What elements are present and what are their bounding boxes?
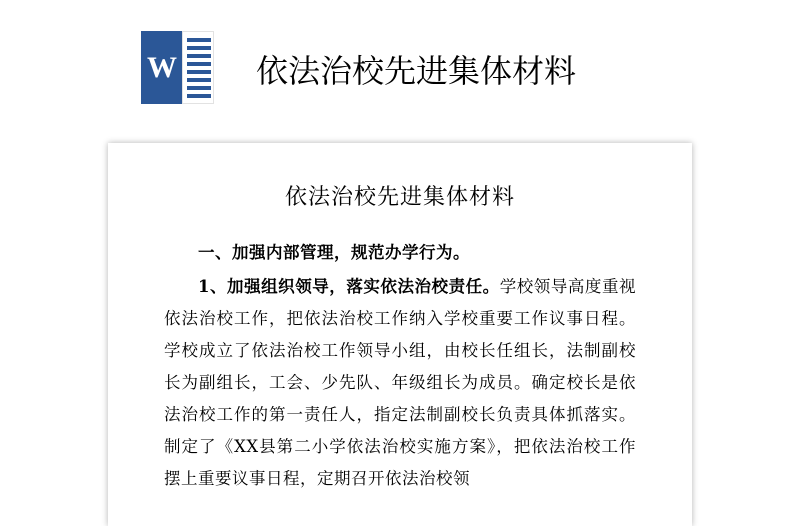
- word-icon-line: [187, 78, 211, 82]
- document-paragraph-2-body: 学校领导高度重视依法治校工作，把依法治校工作纳入学校重要工作议事日程。学校成立了依法治校工作领导小组，由校长任组长，法制副校长为副组长，工会、少先队、年级组长为成员。确定校长是依法治校工作的第一责任人，指定法制副校长负责具体抓落实。制定了《XX县第二小学依法治校实施方案》，把依法治校工作摆上重要议事日程，定期召开依法治校领: [164, 277, 637, 488]
- document-paragraph-1-lead: 一、加强内部管理，规范办学行为。: [198, 243, 470, 262]
- word-icon-line: [187, 94, 211, 98]
- word-document-icon: [141, 31, 214, 104]
- word-icon-line: [187, 86, 211, 90]
- document-body: [108, 143, 692, 495]
- word-icon-lines-block: [182, 31, 214, 104]
- page-title: 依法治校先进集体材料: [256, 52, 577, 91]
- word-icon-letter-block: [141, 31, 182, 104]
- document-paragraph-2: [164, 271, 636, 495]
- word-icon-line: [187, 38, 211, 42]
- document-paragraph-1: [164, 237, 636, 269]
- document-paragraph-2-lead: 1、加强组织领导，落实依法治校责任。: [198, 277, 500, 296]
- word-icon-line: [187, 46, 211, 50]
- word-icon-line: [187, 62, 211, 66]
- page-header: [0, 0, 800, 140]
- document-title: 依法治校先进集体材料: [284, 185, 515, 210]
- word-icon-letter: W: [147, 50, 176, 84]
- word-icon-line: [187, 54, 211, 58]
- word-icon-line: [187, 70, 211, 74]
- document-sheet: [108, 143, 692, 526]
